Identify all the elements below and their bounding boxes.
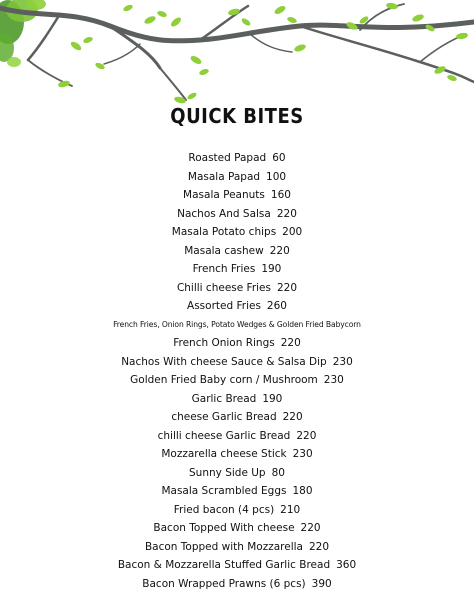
menu-item-name: Bacon Topped with Mozzarella xyxy=(144,540,303,553)
menu-item-price: 260 xyxy=(266,300,287,312)
menu-item-price: 230 xyxy=(292,448,313,460)
menu-item xyxy=(0,223,474,242)
menu-item-name: Nachos With cheese Sauce & Salsa Dip xyxy=(121,355,327,368)
menu-item-name: Assorted Fries xyxy=(187,300,261,312)
menu-item xyxy=(0,482,474,501)
menu-item-price: 220 xyxy=(282,411,303,423)
menu-item xyxy=(0,519,474,538)
menu-item xyxy=(0,242,474,261)
menu-item-name: cheese Garlic Bread xyxy=(171,411,277,423)
menu-item-name: Garlic Bread xyxy=(191,392,257,405)
menu-item xyxy=(0,371,474,390)
tree-branch-illustration xyxy=(0,0,474,110)
menu-item-price: 180 xyxy=(292,485,313,497)
menu-item-name: French Onion Rings xyxy=(173,337,275,349)
menu-item xyxy=(0,205,474,224)
menu-item-price: 220 xyxy=(309,540,330,553)
menu-item xyxy=(0,279,474,298)
menu-item-name: French Fries, Onion Rings, Potato Wedges & Golden Fried Babycorn xyxy=(113,319,361,329)
menu-item xyxy=(0,168,474,187)
menu-item-price: 230 xyxy=(323,374,344,386)
menu-item-name: chilli cheese Garlic Bread xyxy=(157,429,291,442)
leaf-group xyxy=(57,2,468,104)
menu-item-name: Golden Fried Baby corn / Mushroom xyxy=(130,374,318,386)
menu-item xyxy=(0,260,474,279)
menu-item-name: French Fries xyxy=(192,263,256,275)
menu-item xyxy=(0,297,474,316)
menu-item-price: 220 xyxy=(269,244,290,257)
menu-item-price: 360 xyxy=(336,559,357,571)
menu-item-note xyxy=(0,316,474,335)
menu-item-price: 220 xyxy=(276,207,297,220)
menu-item xyxy=(0,575,474,594)
menu-item-list xyxy=(0,149,474,593)
menu-item xyxy=(0,353,474,372)
menu-item-price: 200 xyxy=(282,226,303,238)
menu-item-name: Masala Scrambled Eggs xyxy=(161,485,287,497)
menu-item-name: Chilli cheese Fries xyxy=(176,281,271,294)
menu-item-name: Masala cashew xyxy=(184,244,264,257)
menu-item xyxy=(0,556,474,575)
menu-item-price: 160 xyxy=(270,189,291,201)
menu-item-price: 60 xyxy=(272,152,286,164)
menu-item-name: Bacon & Mozzarella Stuffed Garlic Bread xyxy=(117,559,331,571)
menu-item xyxy=(0,390,474,409)
menu-item xyxy=(0,464,474,483)
menu-item xyxy=(0,149,474,168)
menu-item-price: 80 xyxy=(271,466,285,479)
menu-item-price: 220 xyxy=(280,337,301,349)
menu-item-price: 190 xyxy=(262,392,283,405)
menu-item-name: Masala Potato chips xyxy=(171,226,277,238)
menu-item-price: 390 xyxy=(311,577,332,590)
menu-item-price: 100 xyxy=(266,170,287,183)
branch-lines xyxy=(0,4,474,100)
menu-item-price: 220 xyxy=(300,522,321,534)
menu-item xyxy=(0,186,474,205)
menu-item-name: Mozzarella cheese Stick xyxy=(161,448,287,460)
menu-item-name: Roasted Papad xyxy=(188,152,267,164)
menu-item-name: Bacon Wrapped Prawns (6 pcs) xyxy=(142,577,306,590)
menu-item xyxy=(0,408,474,427)
menu-item-name: Masala Papad xyxy=(187,170,261,183)
menu-item-name: Nachos And Salsa xyxy=(177,207,271,220)
menu-section-title: QUICK BITES xyxy=(170,104,304,128)
menu-item-name: Fried bacon (4 pcs) xyxy=(173,503,275,516)
menu-item-name: Sunny Side Up xyxy=(189,466,266,479)
menu-item xyxy=(0,501,474,520)
menu-item-price: 220 xyxy=(296,429,317,442)
menu-item-price: 210 xyxy=(280,503,301,516)
menu-item xyxy=(0,427,474,446)
menu-item xyxy=(0,445,474,464)
menu-item-price: 220 xyxy=(277,281,298,294)
menu-item-name: Masala Peanuts xyxy=(183,189,265,201)
menu-item xyxy=(0,538,474,557)
menu-item-name: Bacon Topped With cheese xyxy=(153,522,295,534)
menu-item-price: 230 xyxy=(332,355,353,368)
menu-item-price: 190 xyxy=(261,263,282,275)
menu-item xyxy=(0,334,474,353)
